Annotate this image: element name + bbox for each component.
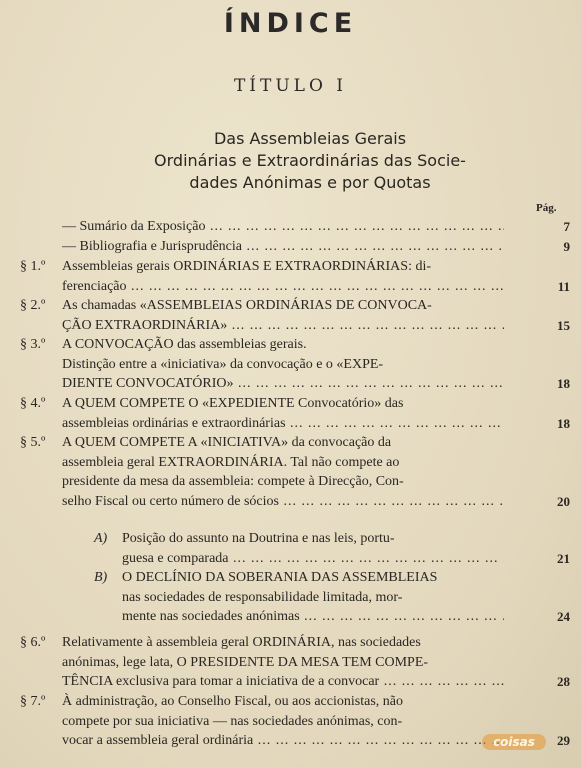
section-number: § 1.º [20, 259, 46, 274]
section-number: § 2.º [20, 298, 46, 313]
entry-line: anónimas, lege lata, O PRESIDENTE DA MESA TEM COMPE- [62, 654, 429, 670]
entry-text [62, 335, 504, 394]
page-number: 20 [557, 493, 570, 509]
entry-text [62, 296, 504, 335]
entry-text [122, 529, 504, 568]
section-title [100, 128, 520, 194]
entry-line: assembleias ordinárias e extraordinárias ... . [62, 414, 504, 434]
page-number: 29 [557, 733, 570, 748]
entry-line: O DECLÍNIO DA SOBERANIA DAS ASSEMBLEIAS [122, 570, 438, 585]
page-column-label: Pág. [536, 202, 557, 214]
section-number: B) [94, 570, 108, 585]
section-number: § 6.º [20, 635, 46, 650]
section-number: § 4.º [20, 396, 46, 411]
entry-line: selho Fiscal ou certo número de sócios ... . [62, 492, 504, 512]
entry-line: vocar a assembleia geral ordinária ... . [62, 731, 504, 751]
entry-line: ÇÃO EXTRAORDINÁRIA» ... . [62, 316, 504, 336]
entry-line: mente nas sociedades anónimas ... . [122, 607, 504, 627]
entry-line: À administração, ao Conselho Fiscal, ou aos accionistas, não [62, 694, 403, 709]
entry-line: assembleia geral EXTRAORDINÁRIA. Tal não compete ao [62, 454, 400, 470]
entry-text [62, 217, 504, 237]
entry-line: A QUEM COMPETE O «EXPEDIENTE Convocatório» das [62, 396, 404, 411]
page-number: 11 [557, 278, 570, 294]
entry-line: TÊNCIA exclusiva para tomar a iniciativa de a convocar ... . [62, 672, 504, 692]
entry-text [122, 568, 504, 627]
entry-line: presidente da mesa da assembleia: compete à Direcção, Con- [62, 474, 404, 489]
titulo-heading: TÍTULO I [233, 76, 348, 96]
watermark-logo: coisas [482, 734, 546, 750]
section-title-line: Das Assembleias Gerais [213, 129, 407, 148]
entry-line: compete por sua iniciativa — nas sociedades anónimas, con- [62, 713, 403, 729]
page-number: 7 [563, 219, 570, 234]
entry-line: nas sociedades de responsabilidade limitada, mor- [122, 589, 403, 605]
section-number: § 7.º [20, 694, 46, 709]
section-title-line: Ordinárias e Extraordinárias das Socie- [154, 151, 466, 170]
entry-line: Posição do assunto na Doutrina e nas leis, portu- [122, 531, 395, 546]
entry-text [62, 237, 504, 257]
page-number: 28 [557, 674, 570, 689]
index-heading: ÍNDICE [223, 8, 358, 39]
entry-text [62, 433, 504, 511]
page-number: 9 [563, 239, 570, 254]
entry-text [62, 394, 504, 433]
entry-line: ferenciação ... . [62, 277, 504, 297]
entry-line: DIENTE CONVOCATÓRIO» ... . [62, 374, 504, 394]
entry-line: As chamadas «ASSEMBLEIAS ORDINÁRIAS DE CONVOCA- [62, 298, 432, 313]
section-number: A) [94, 531, 108, 546]
entry-text [62, 257, 504, 296]
page-number: 18 [557, 415, 570, 431]
entry-text [62, 692, 504, 751]
entry-line: — Bibliografia e Jurisprudência ... . [62, 237, 504, 257]
entry-line: A QUEM COMPETE A «INICIATIVA» da convocação da [62, 435, 392, 450]
entry-line: — Sumário da Exposição ... . [62, 217, 504, 237]
entry-line: Relativamente à assembleia geral ORDINÁRIA, nas sociedades [62, 635, 421, 650]
section-number: § 3.º [20, 337, 46, 352]
entry-line: Assembleias gerais ORDINÁRIAS E EXTRAORDINÁRIAS: di- [62, 259, 432, 274]
page-number: 24 [557, 609, 570, 624]
entry-text [62, 633, 504, 692]
section-number: § 5.º [20, 435, 46, 450]
entry-line: A CONVOCAÇÃO das assembleias gerais. [62, 337, 307, 352]
entry-line: guesa e comparada ... . [122, 549, 504, 569]
page-number: 15 [557, 317, 570, 333]
entry-line: Distinção entre a «iniciativa» da convocação e o «EXPE- [62, 356, 384, 372]
page-number: 21 [557, 550, 570, 566]
section-title-line: dades Anónimas e por Quotas [189, 173, 431, 192]
page-number: 18 [557, 376, 570, 391]
